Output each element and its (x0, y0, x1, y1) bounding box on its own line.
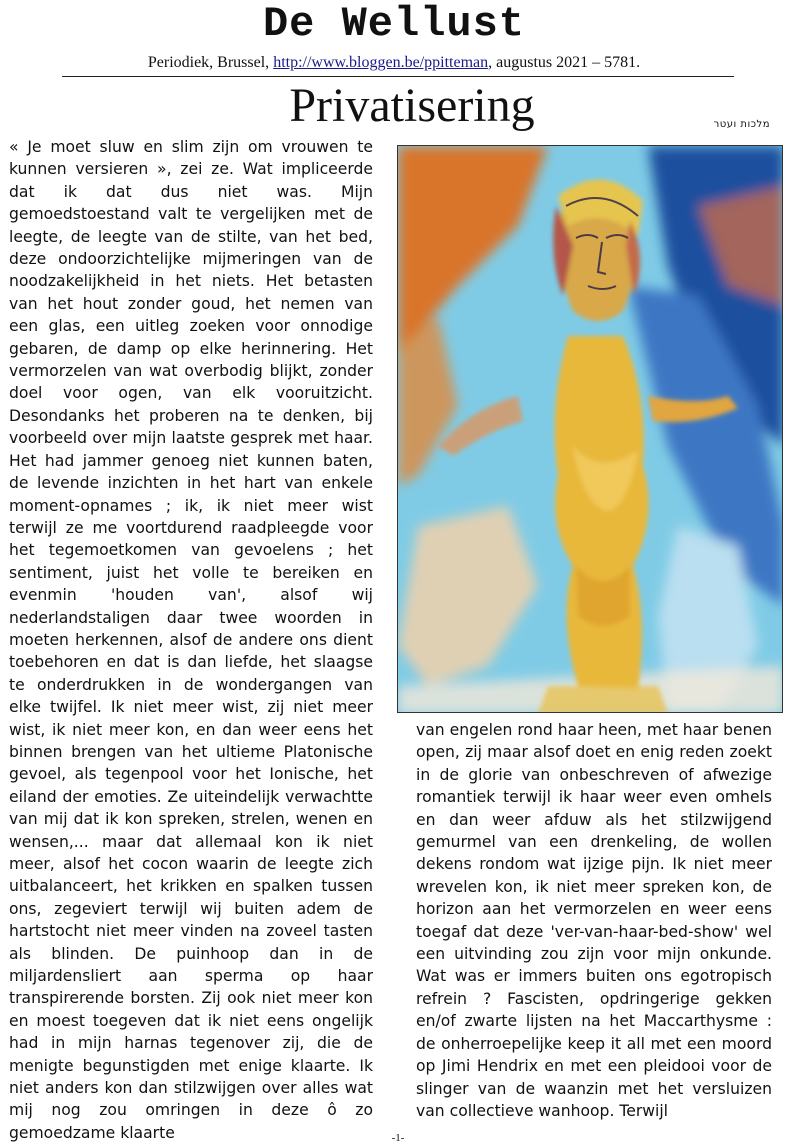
article-title: Privatisering (289, 79, 535, 132)
painting-figure-image (398, 146, 783, 713)
article-text-left-column: « Je moet sluw en slim zijn om vrouwen te kunnen versieren », zei ze. Wat impliceerde dat ik dat dus niet was. Mijn gemoedstoestand valt te vergelijken met de leegte, de leegte van de stilte, van het bed, deze ondoorzichtelijke mijmeringen van de noodzakelijkheid in het niets. Het betasten van het hout zonder goud, het nemen van een glas, een uitleg zoeken voor onnodige gebaren, de damp op elke herinnering. Het vermorzelen van wat overbodig blijkt, zonder doel voor ogen, van elk vooruitzicht. Desondanks het proberen na te denken, bij voorbeeld over mijn laatste gesprek met haar. Het had jammer genoeg niet kunnen baten, de levende inzichten in het hart van enkele moment-opnames ; ik, ik niet meer wist terwijl ze me voortdurend raadpleegde voor het tegemoetkomen van gevoelens ; het sentiment, juist het volle te bereiken en evenmin 'houden van', alsof wij nederlandstaligen daar twee woorden in moeten herkennen, alsof de andere ons dient toebehoren en dat is dan liefde, het slaagse te onderdrukken in de wondergangen van elke twijfel. Ik niet meer wist, zij niet meer wist, ik niet meer kon, en dan weer eens het binnen brengen van het ultieme Platonische gevoel, als tegenpool voor het Ionische, het eiland der emoties. Ze uiteindelijk verwachtte van mij dat ik kon spreken, strelen, wenen en wensen,... maar dat allemaal kon ik niet meer, alsof het cocon waarin de leegte zich uitbalanceert, het krikken en spalken tussen ons, zegeviert terwijl wij buiten adem de hartstocht niet meer vinden na zoveel tasten als blinden. De puinhoop dan in de miljardensliert aan sperma op haar transpirerende borsten. Zij ook niet meer kon en moest toegeven dat ik niet eens ongelijk had in mijn harnas tegenover zij, die de menigte begunstigden met enige klaarte. Ik niet anders kon dan stilzwijgen over alles wat mij nog zou omringen in deze ô zo gemoedzame klaarte (9, 138, 373, 1142)
masthead-subline (0, 53, 788, 73)
hebrew-tag: מלכות ועטר (713, 119, 770, 130)
article-text-right-column: van engelen rond haar heen, met haar benen open, zij maar alsof doet en enig reden zoekt in de glorie van onbeschreven of afwezige romantiek terwijl ik haar weer even omhels en dan weer afduw als het stilzwijgend gemurmel van een drenkeling, de wollen dekens rondom wat ijzige pijn. Ik niet meer wrevelen kon, ik niet meer spreken kon, de horizon aan het vermorzelen en weer eens toegaf dat deze 'ver-van-haar-bed-show' wel een uitvinding zou zijn voor mijn onkunde. Wat was er immers buiten ons egotropisch refrein ? Fascisten, opdringerige gekken en/of zwarte lijsten na het Maccarthysme : de onherroepelijke keep it all met een moord op Jimi Hendrix en met een pleidooi voor de slinger van de waanzin met het versluizen van collectieve wanhoop. Terwijl (416, 721, 772, 1120)
header-divider (62, 76, 734, 77)
page-number: -1- (391, 1132, 405, 1144)
painting-illustration (397, 145, 783, 713)
blog-link[interactable]: http://www.bloggen.be/ppitteman (273, 54, 489, 71)
subline-prefix: Periodiek, Brussel, (147, 54, 274, 71)
subline-suffix: , augustus 2021 – 5781. (488, 54, 641, 71)
masthead-title: De Wellust (262, 0, 526, 48)
